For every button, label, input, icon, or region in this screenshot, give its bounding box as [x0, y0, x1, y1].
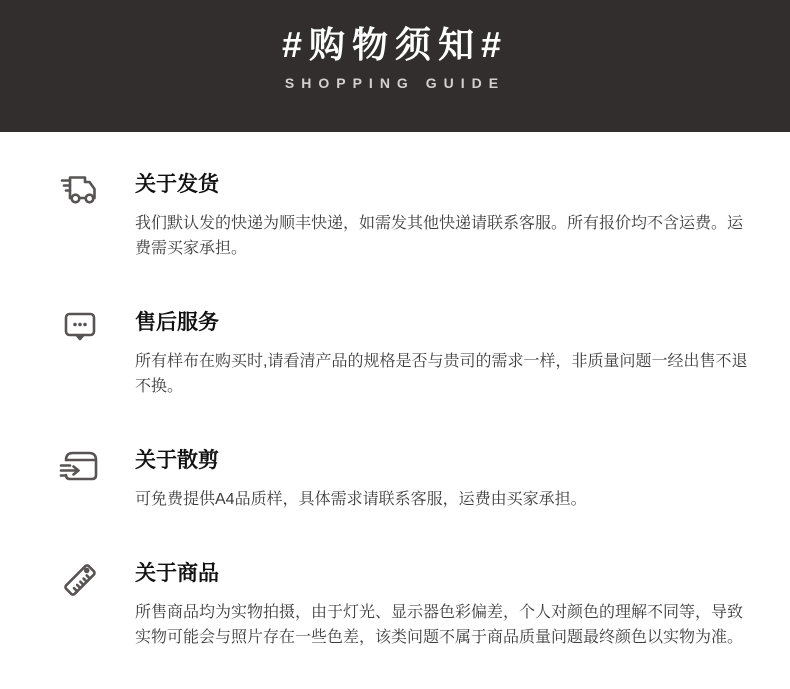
header-banner — [0, 0, 790, 132]
section-shipping — [58, 172, 755, 261]
section-body: 可免费提供A4品质样，具体需求请联系客服，运费由买家承担。 — [135, 491, 587, 508]
guide-sections — [0, 132, 790, 650]
ruler-icon — [58, 557, 102, 601]
page-title: #购物须知# — [281, 24, 509, 65]
section-after-sales — [58, 310, 755, 399]
delivery-truck-icon — [58, 168, 102, 212]
chat-bubble-icon — [58, 306, 102, 350]
section-title: 关于发货 — [135, 173, 219, 196]
section-cut-sample — [58, 448, 755, 512]
section-body: 我们默认发的快递为顺丰快递，如需发其他快递请联系客服。所有报价均不含运费。运费需买家承担。 — [135, 215, 744, 257]
section-title: 售后服务 — [135, 311, 219, 334]
section-body: 所售商品均为实物拍摄，由于灯光、显示器色彩偏差，个人对颜色的理解不同等，导致实物可能会与照片存在一些色差，该类问题不属于商品质量问题最终颜色以实物为准。 — [135, 604, 744, 646]
section-title: 关于商品 — [135, 562, 219, 585]
section-products — [58, 561, 755, 650]
sample-box-arrow-icon — [58, 444, 102, 488]
section-body: 所有样布在购买时,请看清产品的规格是否与贵司的需求一样，非质量问题一经出售不退不换。 — [135, 353, 748, 395]
section-title: 关于散剪 — [135, 449, 219, 472]
page-subtitle: SHOPPING GUIDE — [284, 75, 506, 91]
